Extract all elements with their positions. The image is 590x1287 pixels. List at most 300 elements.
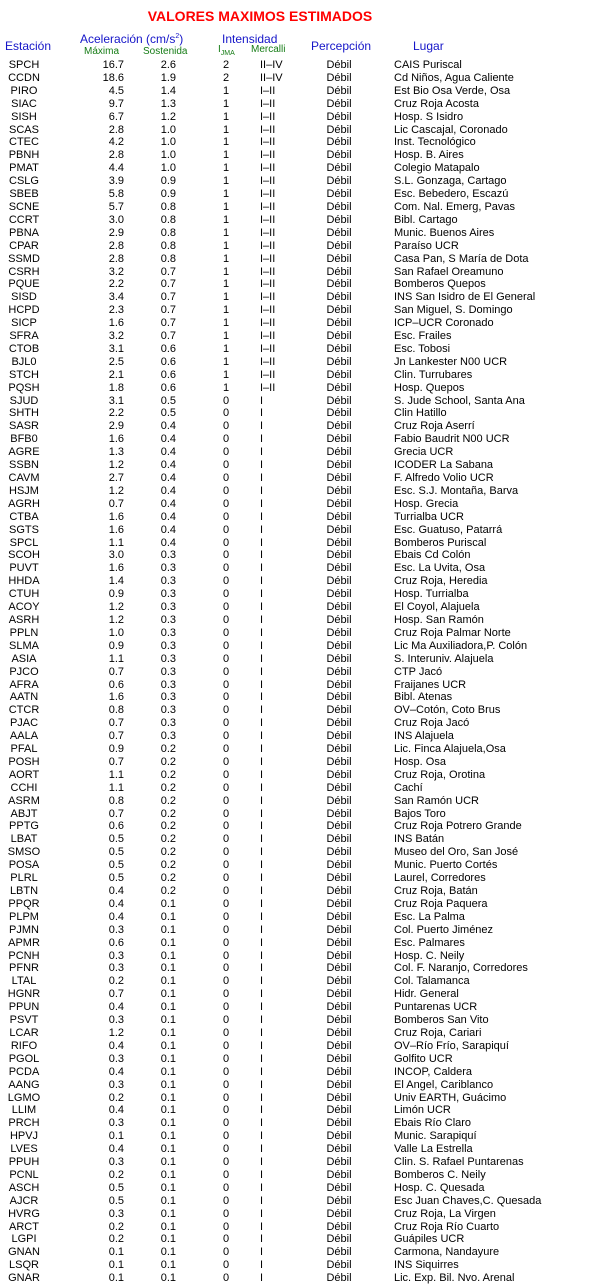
station-code: BJL0 [11,355,37,368]
station-code: RIFO [10,1039,38,1052]
accel-sustained: 0.5 [160,394,176,407]
intensity-jma: 0 [222,510,230,523]
intensity-jma: 2 [222,71,230,84]
intensity-mercalli: I [260,484,264,497]
intensity-jma: 0 [222,433,230,446]
location: Fabio Baudrit N00 UCR [394,433,510,446]
intensity-jma: 0 [222,523,230,536]
perception: Débil [326,342,352,355]
intensity-jma: 1 [222,330,230,343]
table-row [0,498,590,511]
station-code: AGRH [8,497,40,510]
accel-max: 1.6 [108,510,124,523]
accel-max: 1.2 [108,613,124,626]
intensity-jma: 0 [222,1194,230,1207]
perception: Débil [326,1026,352,1039]
intensity-jma: 1 [222,381,230,394]
intensity-mercalli: I [260,988,264,1001]
location: Esc Juan Chaves,C. Quesada [394,1194,542,1207]
table-row [0,743,590,756]
intensity-mercalli: I [260,975,264,988]
perception: Débil [326,97,352,110]
accel-max: 1.0 [108,626,124,639]
accel-max: 3.0 [108,213,124,226]
accel-max: 3.1 [108,394,124,407]
table-row [0,614,590,627]
table-row [0,124,590,137]
location: Munic. Puerto Cortés [394,859,498,872]
accel-sustained: 0.3 [160,678,176,691]
intensity-mercalli: I–II [260,97,276,110]
accel-max: 1.1 [108,781,124,794]
intensity-mercalli: I [260,1052,264,1065]
intensity-mercalli: I [260,459,264,472]
accel-sustained: 0.1 [160,1001,176,1014]
table-row [0,214,590,227]
location: Clin. S. Rafael Puntarenas [394,1156,524,1169]
location: Hidr. General [394,988,459,1001]
accel-sustained: 0.1 [160,1104,176,1117]
location: Cruz Roja, Batán [394,885,478,897]
table-row [0,1117,590,1130]
accel-max: 0.1 [108,1246,124,1259]
intensity-jma: 0 [222,730,230,743]
location: Esc. Guatuso, Patarrá [394,523,503,536]
accel-max: 1.2 [108,459,124,472]
perception: Débil [326,1143,352,1156]
intensity-mercalli: I [260,846,264,859]
intensity-jma: 1 [222,317,230,330]
intensity-mercalli: I–II [260,239,276,252]
table-row [0,601,590,614]
intensity-jma: 0 [222,1001,230,1014]
accel-max: 2.8 [108,123,124,136]
accel-max: 0.7 [108,988,124,1001]
perception: Débil [326,1207,352,1220]
accel-max: 0.8 [108,794,124,807]
table-row [0,1130,590,1143]
intensity-jma: 1 [222,239,230,252]
location: Guápiles UCR [394,1233,465,1246]
accel-max: 0.1 [108,1130,124,1143]
station-table [0,59,590,1285]
accel-max: 9.7 [108,97,124,110]
intensity-jma: 0 [222,768,230,781]
intensity-mercalli: I [260,1001,264,1014]
accel-max: 3.1 [108,342,124,355]
header-ijma-i: I [218,44,221,55]
table-row [0,446,590,459]
accel-sustained: 0.3 [160,562,176,575]
table-row [0,227,590,240]
location: Paraíso UCR [394,239,459,252]
accel-sustained: 0.4 [160,536,176,549]
perception: Débil [326,781,352,794]
accel-max: 0.4 [108,1065,124,1078]
location: Fraijanes UCR [394,678,467,691]
intensity-mercalli: I [260,755,264,768]
accel-max: 0.9 [108,588,124,601]
header-sostenida: Sostenida [143,46,188,57]
perception: Débil [326,743,352,756]
accel-max: 2.5 [108,355,124,368]
perception: Débil [326,730,352,743]
station-code: ACOY [8,601,40,614]
intensity-jma: 0 [222,988,230,1001]
intensity-mercalli: I [260,885,264,897]
intensity-mercalli: I–II [260,265,276,278]
perception: Débil [326,807,352,820]
location: Cruz Roja, Cariari [394,1026,482,1039]
perception: Débil [326,1001,352,1014]
accel-sustained: 0.4 [160,433,176,446]
station-code: SFRA [9,330,39,343]
table-row [0,549,590,562]
station-code: PLRL [10,872,38,885]
accel-sustained: 0.4 [160,523,176,536]
perception: Débil [326,962,352,975]
accel-sustained: 0.1 [160,1194,176,1207]
intensity-mercalli: I [260,743,264,756]
intensity-jma: 0 [222,833,230,846]
station-code: SSBN [9,459,39,472]
perception: Débil [326,304,352,317]
station-code: CTUH [8,588,40,601]
intensity-mercalli: I–II [260,252,276,265]
perception: Débil [326,381,352,394]
perception: Débil [326,136,352,149]
intensity-jma: 0 [222,1207,230,1220]
intensity-mercalli: I [260,704,264,717]
accel-sustained: 0.7 [160,265,176,278]
accel-max: 1.3 [108,446,124,459]
perception: Débil [326,1220,352,1233]
accel-max: 1.6 [108,562,124,575]
table-row [0,924,590,937]
intensity-jma: 0 [222,1246,230,1259]
location: Bomberos C. Neily [394,1168,486,1181]
location: Cruz Roja Jacó [394,717,470,730]
perception: Débil [326,239,352,252]
intensity-mercalli: I [260,1233,264,1246]
station-code: SHTH [9,407,39,420]
accel-sustained: 0.3 [160,575,176,588]
accel-sustained: 0.2 [160,859,176,872]
perception: Débil [326,1014,352,1027]
location: Cruz Roja Aserrí [394,420,475,433]
accel-sustained: 0.1 [160,1259,176,1272]
accel-sustained: 0.1 [160,1091,176,1104]
intensity-jma: 0 [222,536,230,549]
location: INS Siquirres [394,1259,459,1272]
station-code: PBNH [8,149,40,162]
header-ijma [218,44,235,57]
location: Hosp. S Isidro [394,110,464,123]
location: Cruz Roja Paquera [394,897,488,910]
station-code: CAVM [8,472,40,484]
accel-sustained: 0.1 [160,1117,176,1130]
station-code: SPCH [8,59,40,71]
station-code: LCAR [9,1026,39,1039]
intensity-mercalli: I [260,1104,264,1117]
accel-sustained: 0.4 [160,459,176,472]
accel-max: 3.2 [108,330,124,343]
table-row [0,1221,590,1234]
table-row [0,537,590,550]
accel-max: 0.7 [108,665,124,678]
perception: Débil [326,897,352,910]
location: Hosp. Quepos [394,381,465,394]
table-row [0,407,590,420]
perception: Débil [326,484,352,497]
perception: Débil [326,394,352,407]
accel-sustained: 0.1 [160,910,176,923]
location: Hosp. C. Quesada [394,1181,485,1194]
perception: Débil [326,988,352,1001]
intensity-jma: 0 [222,549,230,562]
table-row [0,524,590,537]
station-code: LBTN [9,885,39,897]
accel-sustained: 0.6 [160,381,176,394]
table-row [0,304,590,317]
station-code: LGPI [11,1233,37,1246]
intensity-jma: 1 [222,162,230,175]
station-code: CCRT [8,213,40,226]
accel-max: 0.9 [108,743,124,756]
station-code: AANG [8,1078,40,1091]
table-row [0,433,590,446]
table-row [0,627,590,640]
table-row [0,691,590,704]
table-row [0,1053,590,1066]
accel-sustained: 0.3 [160,549,176,562]
intensity-mercalli: I [260,446,264,459]
location: Hosp. Turrialba [394,588,469,601]
accel-sustained: 0.2 [160,768,176,781]
accel-sustained: 0.3 [160,704,176,717]
perception: Débil [326,936,352,949]
perception: Débil [326,923,352,936]
accel-max: 0.1 [108,1259,124,1272]
intensity-mercalli: I [260,1246,264,1259]
accel-max: 1.4 [108,575,124,588]
intensity-mercalli: I [260,1220,264,1233]
table-row [0,885,590,898]
location: Esc. Tobosi [394,342,451,355]
location: Cruz Roja Acosta [394,97,479,110]
intensity-jma: 0 [222,407,230,420]
station-code: SISD [11,291,37,304]
location: Cruz Roja Potrero Grande [394,820,522,833]
accel-sustained: 0.8 [160,226,176,239]
location: INCOP, Caldera [394,1065,473,1078]
intensity-jma: 0 [222,1052,230,1065]
perception: Débil [326,1117,352,1130]
intensity-jma: 0 [222,872,230,885]
table-row [0,1066,590,1079]
table-row [0,1027,590,1040]
intensity-jma: 0 [222,1156,230,1169]
intensity-jma: 0 [222,923,230,936]
perception: Débil [326,588,352,601]
intensity-mercalli: I–II [260,110,276,123]
table-row [0,950,590,963]
station-code: AJCR [9,1194,39,1207]
table-row [0,472,590,485]
location: Limón UCR [394,1104,451,1117]
location: S. Jude School, Santa Ana [394,394,525,407]
accel-max: 0.5 [108,1194,124,1207]
intensity-jma: 0 [222,936,230,949]
intensity-jma: 0 [222,1039,230,1052]
accel-sustained: 1.0 [160,162,176,175]
intensity-mercalli: I [260,910,264,923]
intensity-mercalli: I [260,1039,264,1052]
intensity-jma: 1 [222,265,230,278]
accel-sustained: 0.6 [160,368,176,381]
location: Lic. Exp. Bil. Nvo. Arenal [394,1272,515,1285]
perception: Débil [326,1039,352,1052]
location: Inst. Tecnológico [394,136,476,149]
accel-sustained: 0.4 [160,420,176,433]
station-code: AFRA [9,678,39,691]
location: Cruz Roja Río Cuarto [394,1220,500,1233]
station-code: SCAS [9,123,39,136]
accel-sustained: 0.4 [160,446,176,459]
station-code: PUVT [9,562,39,575]
accel-sustained: 0.3 [160,717,176,730]
location: Carmona, Nandayure [394,1246,500,1259]
location: Cd Niños, Agua Caliente [394,71,514,84]
accel-sustained: 0.1 [160,1143,176,1156]
intensity-mercalli: I [260,523,264,536]
accel-max: 0.3 [108,1117,124,1130]
intensity-jma: 1 [222,110,230,123]
header-aceleracion-text: Aceleración (cm/s [80,32,176,46]
location: Clin. Turrubares [394,368,473,381]
station-code: PPUN [8,1001,40,1014]
intensity-mercalli: I [260,768,264,781]
intensity-jma: 0 [222,691,230,704]
intensity-jma: 1 [222,97,230,110]
accel-max: 1.6 [108,523,124,536]
table-row [0,975,590,988]
accel-sustained: 0.4 [160,472,176,484]
location: Laurel, Corredores [394,872,486,885]
accel-max: 1.6 [108,317,124,330]
perception: Débil [326,820,352,833]
location: Col. Talamanca [394,975,470,988]
accel-max: 0.3 [108,1078,124,1091]
perception: Débil [326,1246,352,1259]
accel-sustained: 0.7 [160,330,176,343]
intensity-jma: 0 [222,1014,230,1027]
intensity-mercalli: I–II [260,304,276,317]
location: Bibl. Atenas [394,691,453,704]
station-code: SPCL [9,536,39,549]
perception: Débil [326,472,352,484]
intensity-jma: 1 [222,213,230,226]
accel-sustained: 0.8 [160,200,176,213]
intensity-jma: 1 [222,252,230,265]
accel-sustained: 0.1 [160,1078,176,1091]
intensity-jma: 0 [222,1272,230,1285]
station-code: LGMO [7,1091,41,1104]
accel-max: 4.4 [108,162,124,175]
perception: Débil [326,317,352,330]
perception: Débil [326,704,352,717]
location: Esc. Bebedero, Escazú [394,188,509,201]
location: El Angel, Cariblanco [394,1078,494,1091]
location: S. Interuniv. Alajuela [394,652,494,665]
table-row [0,872,590,885]
location: CAIS Puriscal [394,59,462,71]
intensity-mercalli: I [260,420,264,433]
station-code: GNAN [8,1246,40,1259]
location: Casa Pan, S María de Dota [394,252,529,265]
intensity-mercalli: I [260,897,264,910]
station-code: PBNA [9,226,39,239]
location: Museo del Oro, San José [394,846,519,859]
accel-sustained: 0.1 [160,988,176,1001]
intensity-mercalli: I [260,807,264,820]
intensity-jma: 0 [222,1143,230,1156]
perception: Débil [326,846,352,859]
accel-sustained: 0.2 [160,885,176,897]
table-row [0,795,590,808]
intensity-jma: 0 [222,601,230,614]
accel-max: 4.2 [108,136,124,149]
table-row [0,769,590,782]
accel-sustained: 0.6 [160,342,176,355]
station-code: CTOB [8,342,40,355]
table-row [0,820,590,833]
perception: Débil [326,200,352,213]
intensity-jma: 0 [222,975,230,988]
accel-sustained: 0.3 [160,652,176,665]
accel-sustained: 0.9 [160,175,176,188]
table-row [0,1246,590,1259]
perception: Débil [326,162,352,175]
accel-sustained: 0.3 [160,588,176,601]
table-row [0,717,590,730]
accel-sustained: 0.1 [160,1130,176,1143]
location: Col. F. Naranjo, Corredores [394,962,528,975]
accel-max: 2.7 [108,472,124,484]
station-code: POSA [8,859,40,872]
accel-sustained: 0.2 [160,743,176,756]
table-row [0,1001,590,1014]
accel-max: 2.8 [108,239,124,252]
perception: Débil [326,1091,352,1104]
location: Lic. Finca Alajuela,Osa [394,743,506,756]
location: S.L. Gonzaga, Cartago [394,175,507,188]
table-row [0,1195,590,1208]
accel-max: 3.9 [108,175,124,188]
table-row [0,356,590,369]
intensity-jma: 0 [222,859,230,872]
station-code: AALA [9,730,39,743]
intensity-mercalli: I–II [260,188,276,201]
table-row [0,1014,590,1027]
perception: Débil [326,459,352,472]
intensity-jma: 0 [222,846,230,859]
accel-max: 1.2 [108,601,124,614]
station-code: PMAT [9,162,39,175]
intensity-mercalli: I [260,1194,264,1207]
table-row [0,666,590,679]
accel-sustained: 0.1 [160,1181,176,1194]
